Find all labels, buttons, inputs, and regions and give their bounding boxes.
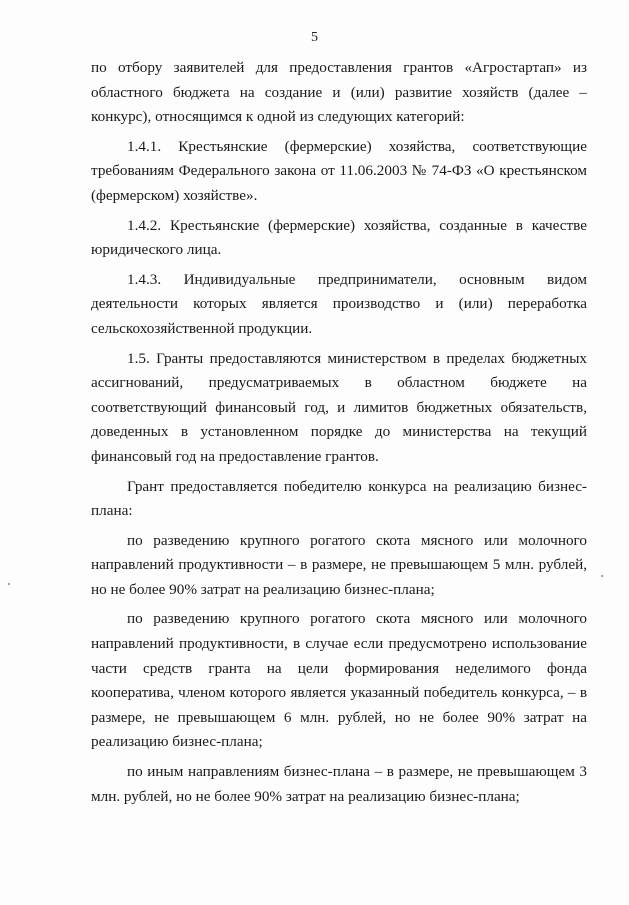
paragraph-1-5: 1.5. Гранты предоставляются министерством в пределах бюджетных ассигнований, предусматриваемых в областном бюджете на соответствующий финансовый год, и лимитов бюджетных обязательств, доведенных в установленном порядке до министерства на текущий финансовый год на предоставление грантов. (91, 349, 587, 465)
scan-speck (8, 583, 10, 585)
scan-speck (601, 575, 603, 577)
paragraph-1-4-2: 1.4.2. Крестьянские (фермерские) хозяйства, созданные в качестве юридического лица. (91, 216, 587, 259)
paragraph-grant-cattle: по разведению крупного рогатого скота мясного или молочного направлений продуктивности – в размере, не превышающем 5 млн. рублей, но не более 90% затрат на реализацию бизнес-плана; (91, 531, 587, 598)
paragraph-1-4-1: 1.4.1. Крестьянские (фермерские) хозяйства, соответствующие требованиям Федерального закона от 11.06.2003 № 74-ФЗ «О крестьянском (фермерском) хозяйстве». (91, 137, 587, 204)
paragraph-grant-other: по иным направлениям бизнес-плана – в размере, не превышающем 3 млн. рублей, но не более 90% затрат на реализацию бизнес-плана; (91, 763, 587, 805)
paragraph-1-4-3: 1.4.3. Индивидуальные предприниматели, основным видом деятельности которых является производство и (или) переработка сельскохозяйственной продукции. (91, 270, 587, 337)
paragraph-grant-intro: Грант предоставляется победителю конкурса на реализацию бизнес-плана: (91, 477, 587, 520)
paragraph-selection-criteria: по отбору заявителей для предоставления грантов «Агростартап» из областного бюджета на создание и (или) развитие хозяйств (далее – конкурс), относящимся к одной из следующих категорий: (91, 59, 587, 126)
document-body (91, 56, 587, 814)
page-number: 5 (311, 30, 318, 45)
paragraph-grant-cattle-cooperative: по разведению крупного рогатого скота мясного или молочного направлений продуктивности, в случае если предусмотрено использование части средств гранта на цели формирования неделимого фонда кооператива, членом которого является указанный победитель конкурса, – в размере, не превышающем 6 млн. рублей, но не более 90% затрат на реализацию бизнес-плана; (91, 610, 587, 751)
